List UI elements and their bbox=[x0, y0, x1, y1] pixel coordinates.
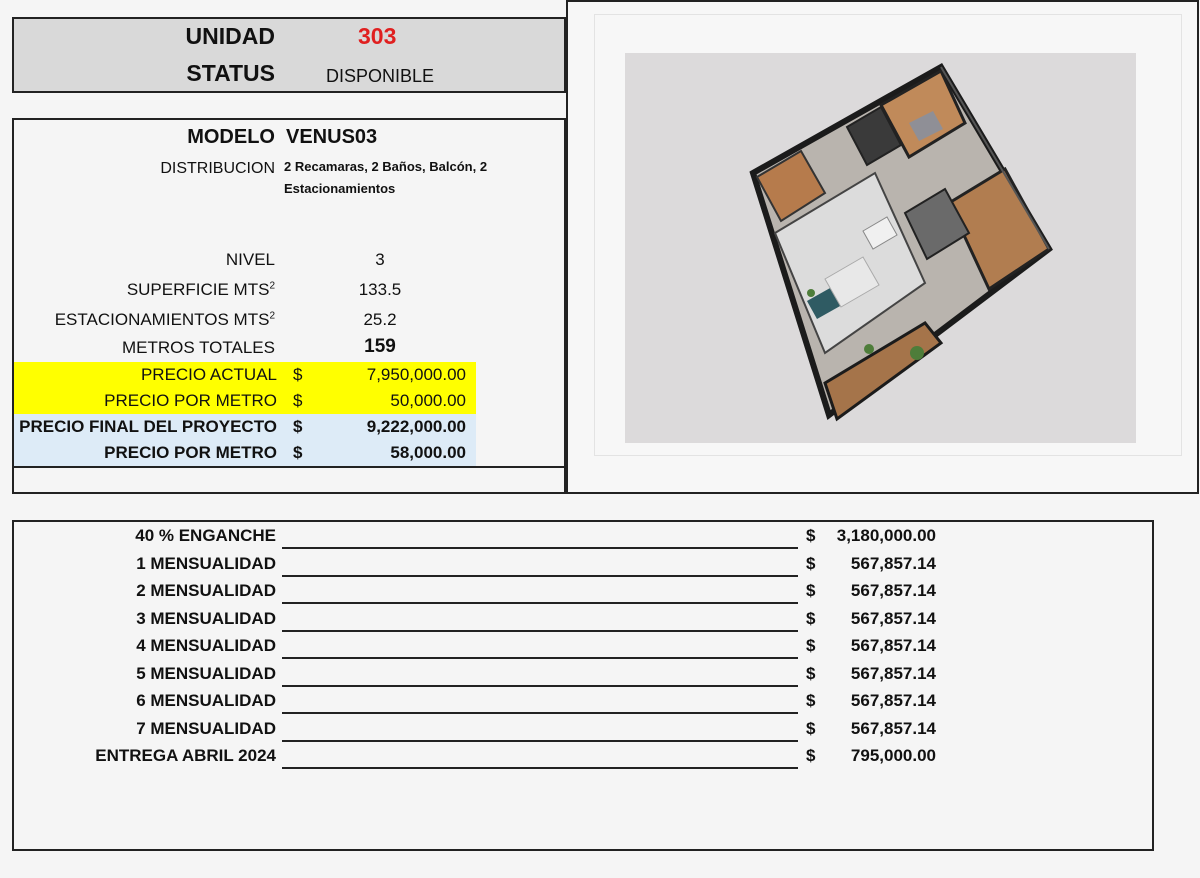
payment-schedule bbox=[12, 520, 1154, 851]
distribucion-value bbox=[284, 156, 487, 200]
floorplan-panel bbox=[566, 0, 1199, 494]
payment-currency: $ bbox=[806, 526, 816, 545]
precio-metro-label: PRECIO POR METRO bbox=[104, 391, 277, 410]
payment-currency: $ bbox=[806, 636, 816, 655]
payment-currency: $ bbox=[806, 691, 816, 710]
distribucion-line-1: 2 Recamaras, 2 Baños, Balcón, 2 bbox=[284, 159, 488, 174]
payment-amount: 567,857.14 bbox=[850, 636, 936, 655]
precio-final-label: PRECIO FINAL DEL PROYECTO bbox=[19, 417, 277, 436]
payment-label: 2 MENSUALIDAD bbox=[136, 581, 276, 600]
payment-underline bbox=[282, 767, 798, 769]
payment-underline bbox=[282, 685, 798, 687]
payment-amount: 567,857.14 bbox=[850, 553, 936, 573]
payment-amount: 567,857.14 bbox=[850, 608, 936, 628]
unit-header bbox=[12, 17, 566, 93]
precio-metro-currency: $ bbox=[293, 391, 303, 410]
estacionamientos-value: 25.2 bbox=[363, 310, 397, 329]
nivel-label: NIVEL bbox=[225, 250, 275, 269]
precio-final-value: 9,222,000.00 bbox=[366, 417, 466, 436]
superficie-exponent: 2 bbox=[269, 280, 275, 292]
floorplan-frame bbox=[594, 14, 1182, 456]
status-label: STATUS bbox=[186, 60, 275, 86]
payment-amount: 3,180,000.00 bbox=[836, 526, 936, 545]
payment-label: ENTREGA ABRIL 2024 bbox=[95, 746, 276, 765]
estacionamientos-label-text: ESTACIONAMIENTOS MTS bbox=[54, 310, 270, 329]
payment-underline bbox=[282, 657, 798, 659]
payment-label: 3 MENSUALIDAD bbox=[136, 608, 276, 628]
payment-label: 7 MENSUALIDAD bbox=[136, 718, 276, 738]
status-value: DISPONIBLE bbox=[326, 66, 435, 86]
distribucion-line-2: Estacionamientos bbox=[284, 181, 396, 196]
superficie-label-text: SUPERFICIE MTS bbox=[126, 280, 270, 299]
modelo-value: VENUS03 bbox=[286, 126, 378, 148]
payment-currency: $ bbox=[806, 663, 816, 683]
payment-amount: 567,857.14 bbox=[850, 718, 936, 738]
payment-underline bbox=[282, 575, 798, 577]
payment-label: 5 MENSUALIDAD bbox=[136, 663, 276, 683]
precio-final-currency: $ bbox=[293, 417, 303, 436]
unidad-label: UNIDAD bbox=[185, 23, 275, 49]
payment-currency: $ bbox=[806, 718, 816, 738]
payment-label: 40 % ENGANCHE bbox=[135, 526, 276, 545]
payment-amount: 567,857.14 bbox=[850, 663, 936, 683]
payment-currency: $ bbox=[806, 553, 816, 573]
precio-actual-label: PRECIO ACTUAL bbox=[140, 365, 277, 384]
floorplan-render bbox=[625, 53, 1136, 443]
precio-metro-final-currency: $ bbox=[293, 443, 303, 462]
payment-amount: 567,857.14 bbox=[850, 581, 936, 600]
payment-currency: $ bbox=[806, 581, 816, 600]
floorplan-image-icon bbox=[625, 53, 1136, 443]
payment-currency: $ bbox=[806, 608, 816, 628]
estacionamientos-exponent: 2 bbox=[269, 310, 275, 322]
payment-underline bbox=[282, 547, 798, 549]
precio-metro-final-value: 58,000.00 bbox=[390, 443, 466, 462]
payment-underline bbox=[282, 740, 798, 742]
payment-underline bbox=[282, 712, 798, 714]
payment-label: 6 MENSUALIDAD bbox=[136, 691, 276, 710]
nivel-value: 3 bbox=[375, 250, 385, 269]
specs-divider bbox=[14, 466, 566, 468]
modelo-label: MODELO bbox=[187, 126, 275, 148]
precio-final-row bbox=[14, 414, 476, 440]
distribucion-label: DISTRIBUCION bbox=[160, 160, 275, 177]
payment-amount: 795,000.00 bbox=[850, 746, 936, 765]
superficie-label bbox=[127, 280, 275, 300]
precio-metro-final-row bbox=[14, 440, 476, 466]
payment-label: 1 MENSUALIDAD bbox=[136, 553, 276, 573]
payment-underline bbox=[282, 630, 798, 632]
precio-metro-row bbox=[14, 388, 476, 414]
payment-underline bbox=[282, 602, 798, 604]
payment-label: 4 MENSUALIDAD bbox=[136, 636, 276, 655]
superficie-value: 133.5 bbox=[358, 280, 402, 299]
precio-actual-row bbox=[14, 362, 476, 388]
payment-amount: 567,857.14 bbox=[850, 691, 936, 710]
metros-totales-label: METROS TOTALES bbox=[121, 338, 275, 357]
precio-actual-value: 7,950,000.00 bbox=[366, 365, 466, 384]
precio-metro-value: 50,000.00 bbox=[390, 391, 466, 410]
metros-totales-value: 159 bbox=[364, 336, 396, 357]
precio-actual-currency: $ bbox=[293, 365, 303, 384]
payment-currency: $ bbox=[806, 746, 816, 765]
unidad-value: 303 bbox=[358, 23, 397, 49]
unit-specs bbox=[12, 118, 566, 494]
estacionamientos-label bbox=[55, 310, 275, 330]
precio-metro-final-label: PRECIO POR METRO bbox=[104, 443, 277, 462]
